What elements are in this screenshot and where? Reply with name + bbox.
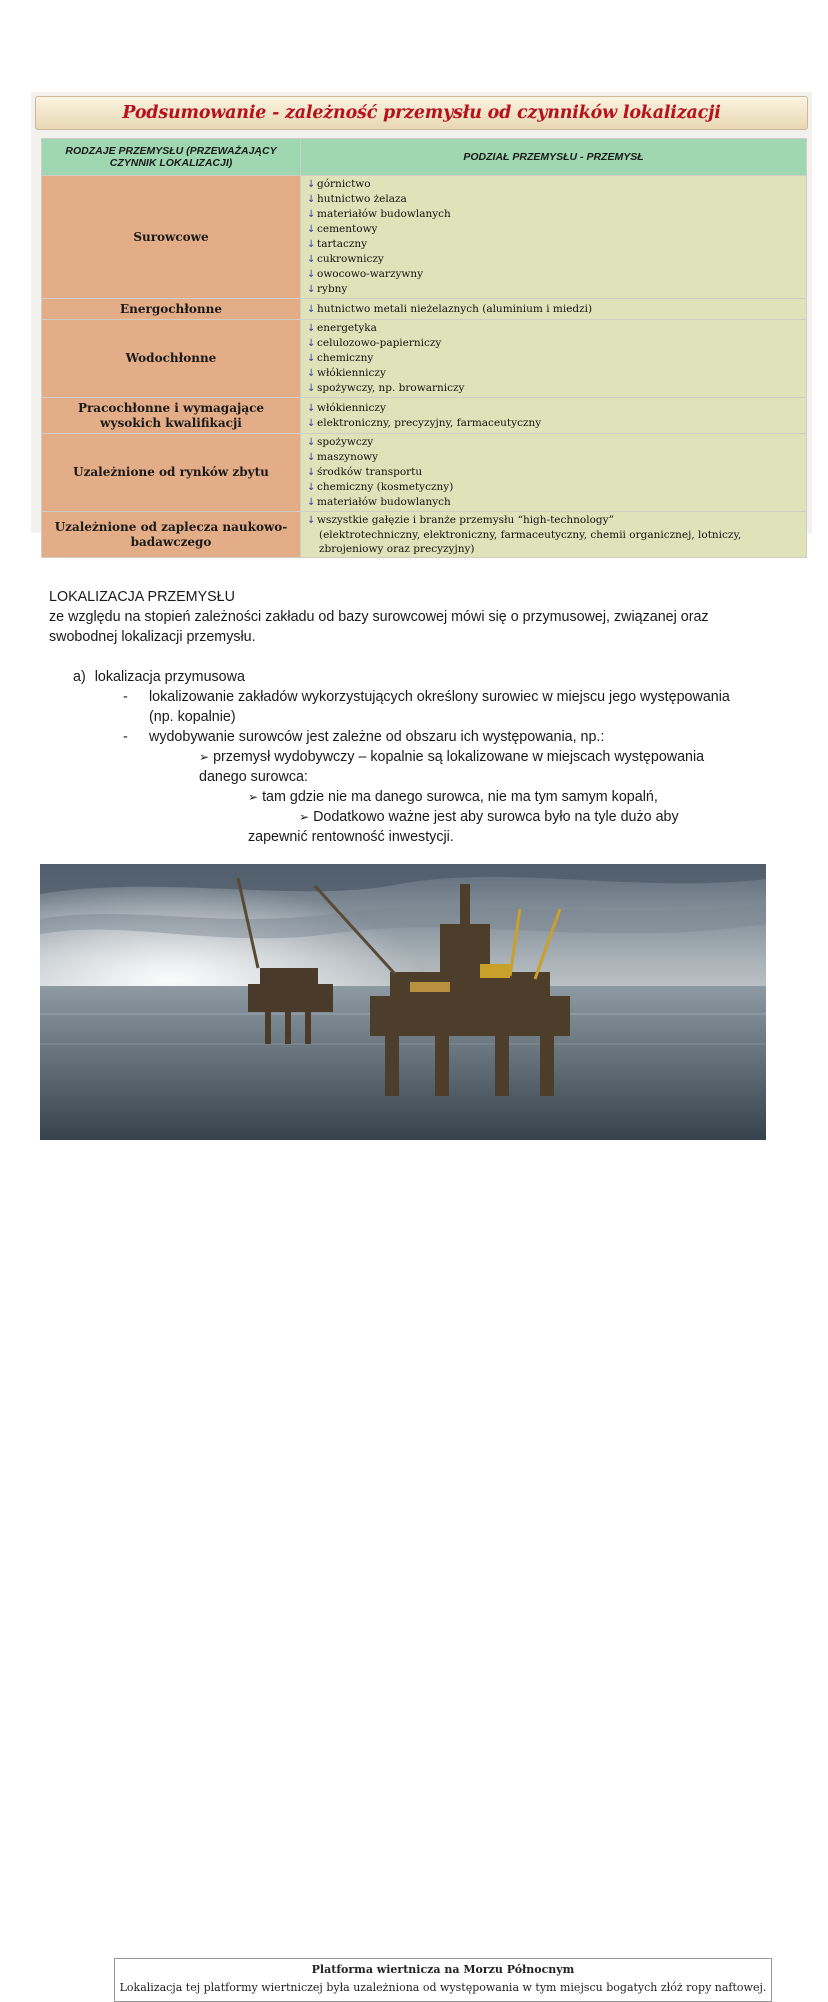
arrow-down-icon: ↓ [307, 338, 316, 349]
arrow-down-icon: ↓ [307, 323, 316, 334]
arrow-down-icon: ↓ [307, 437, 316, 448]
arrow-item-3-cont: zapewnić rentowność inwestycji. [248, 829, 454, 845]
list-item: ↓ górnictwo [307, 178, 371, 190]
arrow-down-icon: ↓ [307, 179, 316, 190]
arrow-down-icon: ↓ [307, 515, 316, 526]
items-cell [301, 398, 807, 434]
arrow-down-icon: ↓ [307, 452, 316, 463]
list-item: ↓ materiałów budowlanych [307, 208, 451, 220]
table-header-row [42, 139, 807, 176]
column-header-division: PODZIAŁ PRZEMYSŁU - PRZEMYSŁ [301, 139, 807, 176]
caption-title: Platforma wiertnicza na Morzu Północnym [311, 1963, 575, 1976]
list-item: ↓ chemiczny [307, 352, 374, 364]
arrow-down-icon: ↓ [307, 368, 316, 379]
arrow-item-3: ➢ Dodatkowo ważne jest aby surowca było na tyle dużo aby [299, 809, 679, 825]
arrowhead-bullet-icon: ➢ [248, 790, 259, 804]
list-item-note: (elektrotechniczny, elektroniczny, farmaceutyczny, chemii organicznej, lotniczy, zbrojeniowy oraz precyzyjny) [319, 529, 742, 555]
list-item: ↓ włókienniczy [307, 367, 386, 379]
arrow-down-icon: ↓ [307, 383, 316, 394]
summary-title: Podsumowanie - zależność przemysłu od czynników lokalizacji [35, 96, 808, 130]
category-cell: Wodochłonne [42, 320, 301, 398]
table-row [42, 299, 807, 320]
category-cell: Uzależnione od zaplecza naukowo-badawczego [42, 512, 301, 558]
table-row [42, 512, 807, 558]
list-item: ↓ hutnictwo żelaza [307, 193, 407, 205]
table-row [42, 176, 807, 299]
items-cell [301, 176, 807, 299]
table-row [42, 398, 807, 434]
dash-item-1-cont: (np. kopalnie) [149, 709, 236, 725]
list-item: ↓ rybny [307, 283, 348, 295]
list-item: ↓ hutnictwo metali nieżelaznych (aluminium i miedzi) [307, 302, 593, 315]
list-item: ↓ elektroniczny, precyzyjny, farmaceutyczny [307, 416, 542, 429]
arrow-down-icon: ↓ [307, 467, 316, 478]
intro-line-2: swobodnej lokalizacji przemysłu. [49, 629, 256, 645]
list-item: ↓ owocowo-warzywny [307, 268, 424, 280]
arrow-down-icon: ↓ [307, 353, 316, 364]
arrow-down-icon: ↓ [307, 303, 316, 315]
list-item: ↓ cementowy [307, 223, 378, 235]
arrowhead-bullet-icon: ➢ [299, 810, 310, 824]
point-a: a) lokalizacja przymusowa [73, 669, 245, 685]
list-item: ↓ energetyka [307, 322, 377, 334]
dash-item-2: - wydobywanie surowców jest zależne od obszaru ich występowania, np.: [123, 729, 605, 745]
intro-line-1: ze względu na stopień zależności zakładu od bazy surowcowej mówi się o przymusowej, związanej oraz [49, 609, 709, 625]
body-text [49, 587, 789, 847]
arrow-down-icon: ↓ [307, 284, 316, 295]
arrow-item-2: ➢ tam gdzie nie ma danego surowca, nie ma tym samym kopalń, [248, 789, 658, 805]
list-item: ↓ włókienniczy [307, 401, 386, 414]
list-item: ↓ spożywczy, np. browarniczy [307, 382, 465, 394]
arrow-down-icon: ↓ [307, 254, 316, 265]
list-item: ↓ spożywczy [307, 436, 374, 448]
items-cell [301, 434, 807, 512]
items-cell [301, 299, 807, 320]
arrow-down-icon: ↓ [307, 224, 316, 235]
industry-location-table [41, 138, 807, 558]
category-cell: Energochłonne [42, 299, 301, 320]
arrowhead-bullet-icon: ➢ [199, 750, 210, 764]
arrow-down-icon: ↓ [307, 209, 316, 220]
oil-platform-photo [40, 864, 767, 1994]
summary-table-figure [31, 92, 812, 555]
dash-item-1: - lokalizowanie zakładów wykorzystujących określony surowiec w miejscu jego występowania [123, 689, 730, 705]
photo-caption [114, 1958, 772, 2002]
arrow-down-icon: ↓ [307, 497, 316, 508]
items-cell [301, 320, 807, 398]
table-row [42, 434, 807, 512]
category-cell: Surowcowe [42, 176, 301, 299]
list-item: ↓ cukrowniczy [307, 253, 384, 265]
category-cell: Uzależnione od rynków zbytu [42, 434, 301, 512]
list-item: ↓ wszystkie gałęzie i branże przemysłu “high-technology” [307, 514, 614, 526]
arrow-down-icon: ↓ [307, 402, 316, 414]
oil-platform-illustration [40, 864, 766, 1140]
arrow-down-icon: ↓ [307, 482, 316, 493]
list-item: ↓ maszynowy [307, 451, 379, 463]
arrow-down-icon: ↓ [307, 239, 316, 250]
list-item: ↓ chemiczny (kosmetyczny) [307, 481, 454, 493]
category-cell: Pracochłonne i wymagające wysokich kwalifikacji [42, 398, 301, 434]
caption-text: Lokalizacja tej platformy wiertniczej była uzależniona od występowania w tym miejscu bogatych złóż ropy naftowej. [119, 1981, 767, 1994]
column-header-types: RODZAJE PRZEMYSŁU (PRZEWAŻAJĄCY CZYNNIK LOKALIZACJI) [42, 139, 301, 176]
arrow-item-1-cont: danego surowca: [199, 769, 308, 785]
list-item: ↓ materiałów budowlanych [307, 496, 451, 508]
arrow-item-1: ➢ przemysł wydobywczy – kopalnie są lokalizowane w miejscach występowania [199, 749, 705, 765]
list-item: ↓ środków transportu [307, 466, 423, 478]
items-cell [301, 512, 807, 558]
list-item: ↓ celulozowo-papierniczy [307, 337, 442, 349]
section-heading: LOKALIZACJA PRZEMYSŁU [49, 589, 235, 605]
table-row [42, 320, 807, 398]
arrow-down-icon: ↓ [307, 194, 316, 205]
arrow-down-icon: ↓ [307, 269, 316, 280]
list-item: ↓ tartaczny [307, 238, 368, 250]
arrow-down-icon: ↓ [307, 417, 316, 429]
